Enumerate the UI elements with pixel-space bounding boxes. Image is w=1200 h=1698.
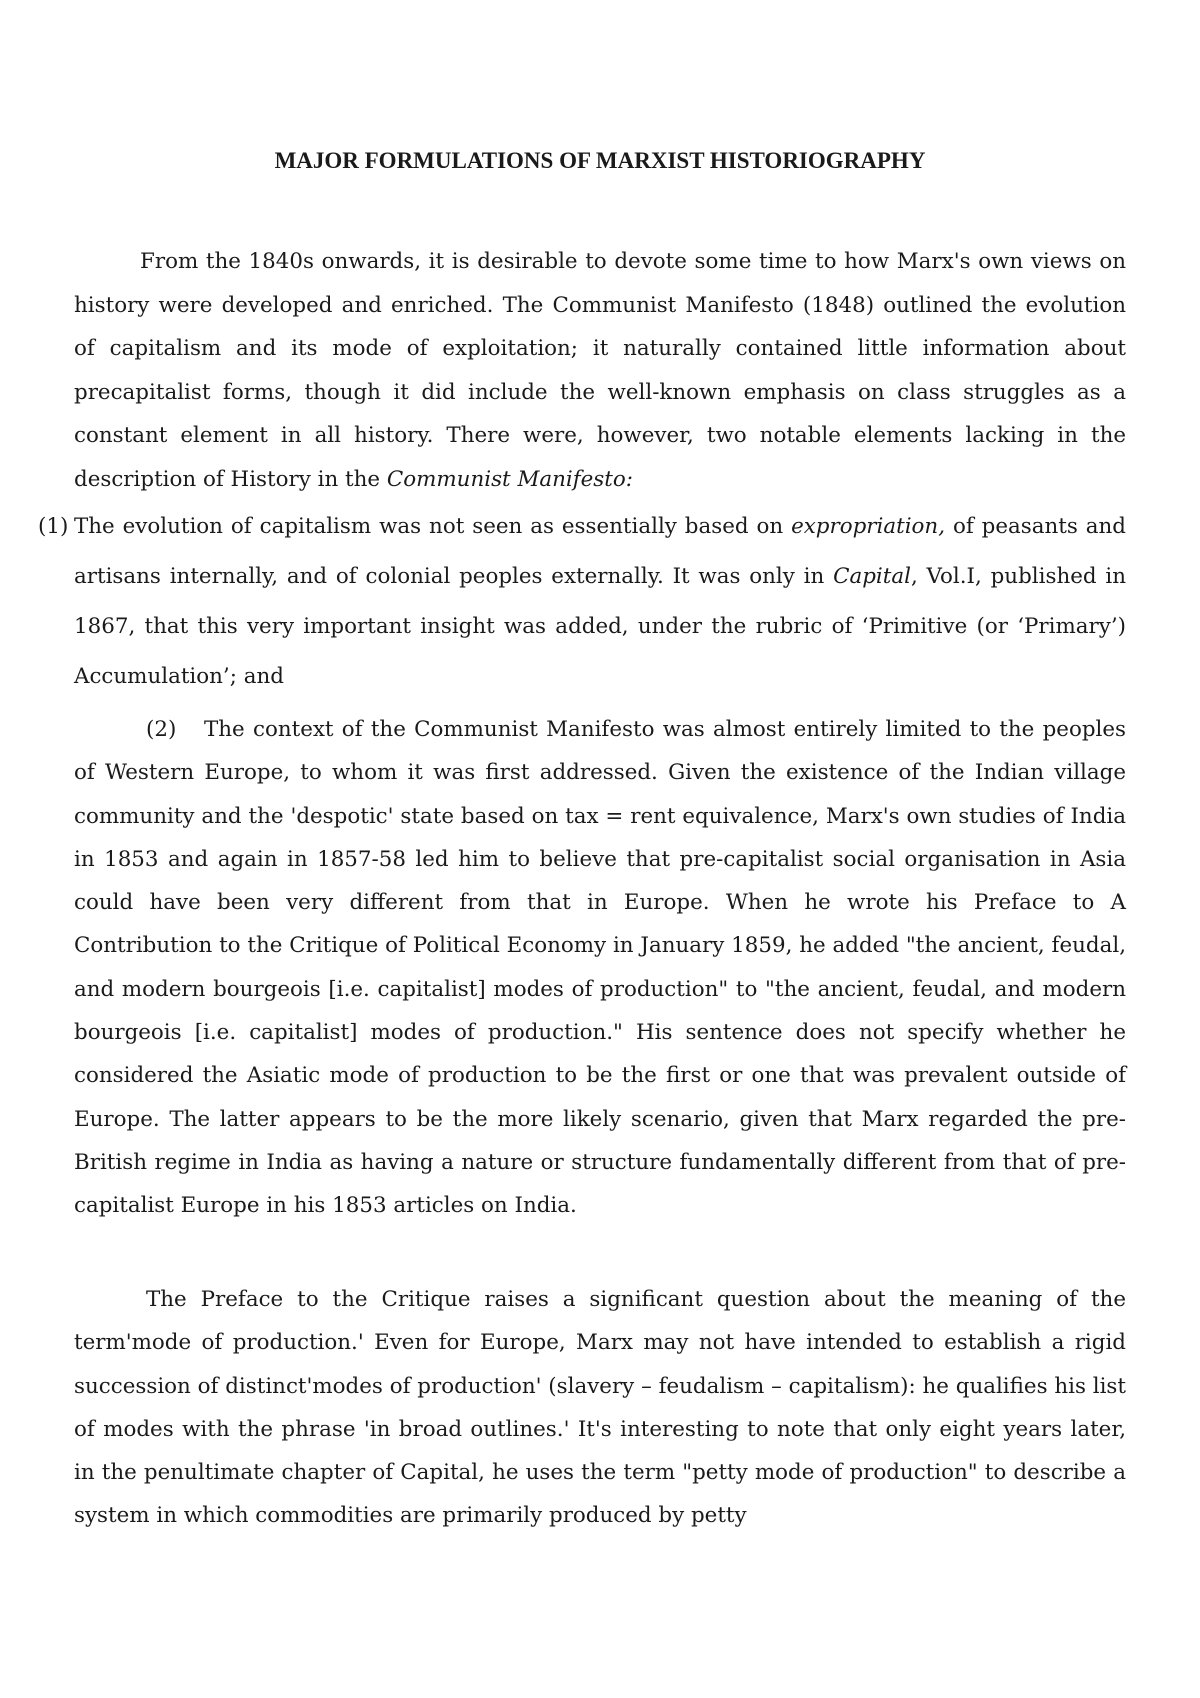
- preface-paragraph-text: The Preface to the Critique raises a significant question about the meaning of the term'mode of production.' Even for Europe, Marx may not have intended to establish a rigid succession of distinct'modes of production' (slavery – feudalism – capitalism): he qualifies his list of modes with the phrase 'in broad outlines.' It's interesting to note that only eight years later, in the penultimate chapter of Capital, he uses the term "petty mode of production" to describe a system in which commodities are primarily produced by petty: [74, 1287, 1127, 1529]
- intro-paragraph-italic: Communist Manifesto:: [386, 466, 633, 492]
- list-item-2-text: The context of the Communist Manifesto was almost entirely limited to the peoples of Western Europe, to whom it was first addressed. Given the existence of the Indian village community and the 'despotic' state based on tax = rent equivalence, Marx's own studies of India in 1853 and again in 1857-58 led him to believe that pre-capitalist social organisation in Asia could have been very different from that in Europe. When he wrote his Preface to A Contribution to the Critique of Political Economy in January 1859, he added "the ancient, feudal, and modern bourgeois [i.e. capitalist] modes of production" to "the ancient, feudal, and modern bourgeois [i.e. capitalist] modes of production." His sentence does not specify whether he considered the Asiatic mode of production to be the first or one that was prevalent outside of Europe. The latter appears to be the more likely scenario, given that Marx regarded the pre-British regime in India as having a nature or structure fundamentally different from that of pre-capitalist Europe in his 1853 articles on India.: [74, 717, 1126, 1219]
- intro-paragraph: [74, 240, 1126, 501]
- list-item-2: [74, 708, 1126, 1228]
- intro-paragraph-text: From the 1840s onwards, it is desirable to devote some time to how Marx's own views on history were developed and enriched. The Communist Manifesto (1848) outlined the evolution of capitalism and its mode of exploitation; it naturally contained little information about precapitalist forms, though it did include the well-known emphasis on class struggles as a constant element in all history. There were, however, two notable elements lacking in the description of History in the: [74, 249, 1126, 492]
- document-title: MAJOR FORMULATIONS OF MARXIST HISTORIOGRAPHY: [274, 148, 926, 173]
- list-item-2-number: (2): [146, 717, 177, 742]
- list-item-1-text-a: The evolution of capitalism was not seen as essentially based on: [74, 514, 792, 539]
- list-item-1-number: (1): [38, 514, 69, 539]
- list-item-1-text-c: , Vol.I, published in 1867, that this very important insight was added, under the rubric of ‘Primitive (or ‘Primary’) Accumulation’; and: [74, 564, 1126, 689]
- list-item-1: [38, 502, 1126, 702]
- list-item-1-text-b: of peasants and artisans internally, and of colonial peoples externally. It was only in: [74, 514, 1126, 589]
- list-item-1-italic-b: Capital: [833, 564, 911, 589]
- list-item-1-italic-a: expropriation,: [791, 514, 946, 539]
- preface-paragraph: [74, 1278, 1126, 1538]
